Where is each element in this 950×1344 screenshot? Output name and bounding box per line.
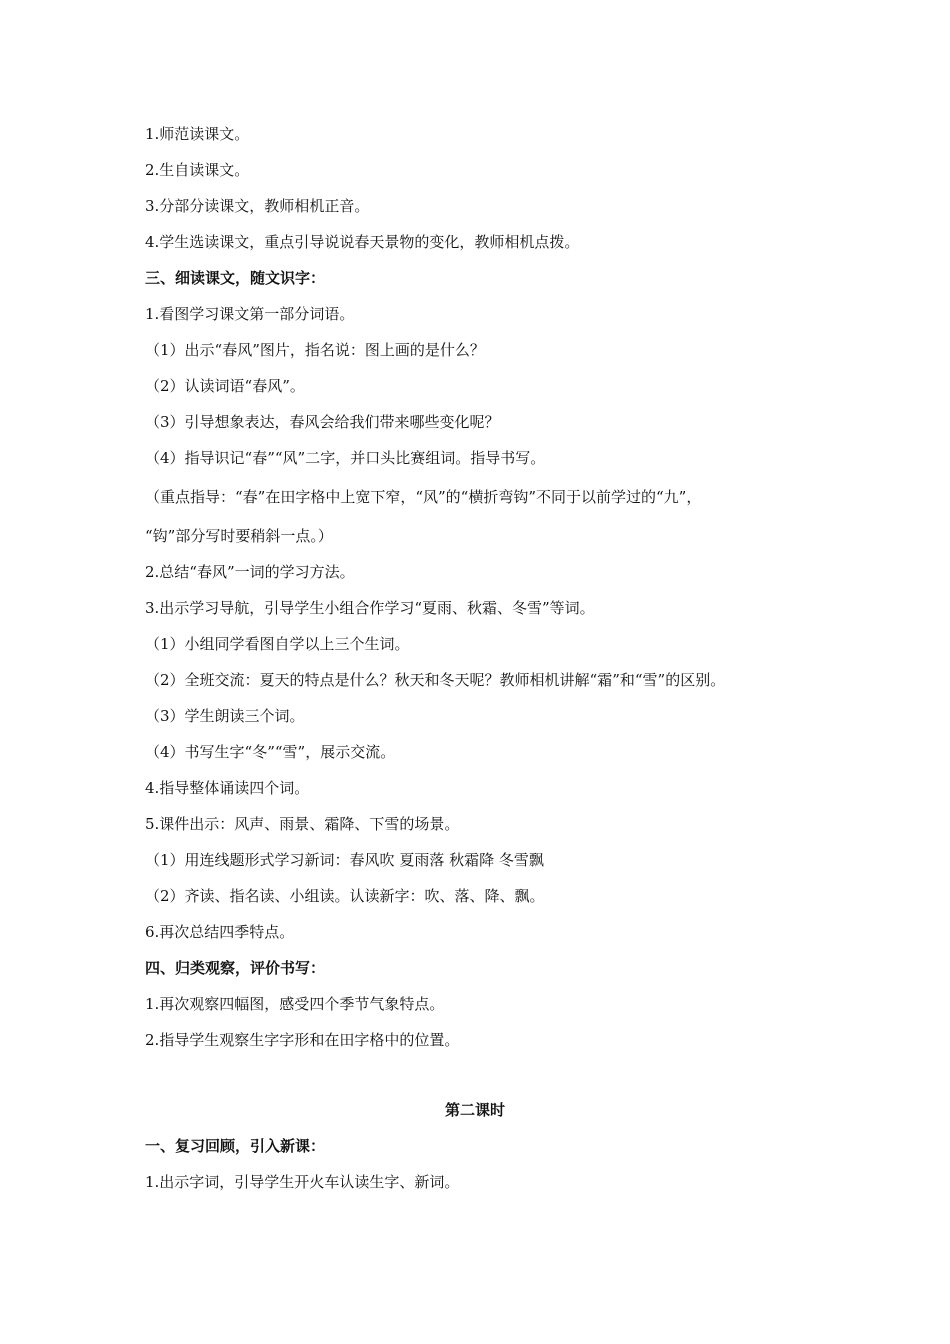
text-line: （2）认读词语“春风”。 (145, 377, 305, 395)
text-line: 2.生自读课文。 (145, 161, 250, 179)
text-line: 5.课件出示：风声、雨景、霜降、下雪的场景。 (145, 815, 460, 833)
text-line: 1.师范读课文。 (145, 125, 250, 143)
section-heading: 一、复习回顾，引入新课： (145, 1137, 326, 1155)
section-heading: 四、归类观察，评价书写： (145, 959, 326, 977)
text-line: 2.总结“春风”一词的学习方法。 (145, 563, 355, 581)
text-line: 4.指导整体诵读四个词。 (145, 779, 310, 797)
text-line: 3.分部分读课文，教师相机正音。 (145, 197, 370, 215)
text-line: 1.再次观察四幅图，感受四个季节气象特点。 (145, 995, 445, 1013)
text-line: （4）指导识记“春”“风”二字，并口头比赛组词。指导书写。 (145, 449, 546, 467)
text-line: 4.学生选读课文，重点引导说说春天景物的变化，教师相机点拨。 (145, 233, 580, 251)
text-line: （3）学生朗读三个词。 (145, 707, 305, 725)
text-line: （2）全班交流：夏天的特点是什么？秋天和冬天呢？教师相机讲解“霜”和“雪”的区别。 (145, 671, 726, 689)
text-line: （4）书写生字“冬”“雪”，展示交流。 (145, 743, 396, 761)
lesson-title: 第二课时 (444, 1101, 505, 1119)
text-line: 1.出示字词，引导学生开火车认读生字、新词。 (145, 1173, 460, 1191)
text-line: （2）齐读、指名读、小组读。认读新字：吹、落、降、飘。 (145, 887, 545, 905)
text-line: （1）小组同学看图自学以上三个生词。 (145, 635, 410, 653)
text-line: （3）引导想象表达，春风会给我们带来哪些变化呢？ (145, 413, 500, 431)
text-line: 3.出示学习导航，引导学生小组合作学习“夏雨、秋霜、冬雪”等词。 (145, 599, 595, 617)
text-line: （重点指导：“春”在田字格中上宽下窄，“风”的“横折弯钩”不同于以前学过的“九”， (145, 488, 702, 506)
text-line: 1.看图学习课文第一部分词语。 (145, 305, 355, 323)
text-line: “钩”部分写时要稍斜一点。） (145, 527, 333, 545)
text-line: （1）用连线题形式学习新词：春风吹 夏雨落 秋霜降 冬雪飘 (145, 851, 544, 869)
text-line: （1）出示“春风”图片，指名说：图上画的是什么？ (145, 341, 485, 359)
section-heading: 三、细读课文，随文识字： (145, 269, 326, 287)
text-line: 6.再次总结四季特点。 (145, 923, 295, 941)
text-line: 2.指导学生观察生字字形和在田字格中的位置。 (145, 1031, 460, 1049)
